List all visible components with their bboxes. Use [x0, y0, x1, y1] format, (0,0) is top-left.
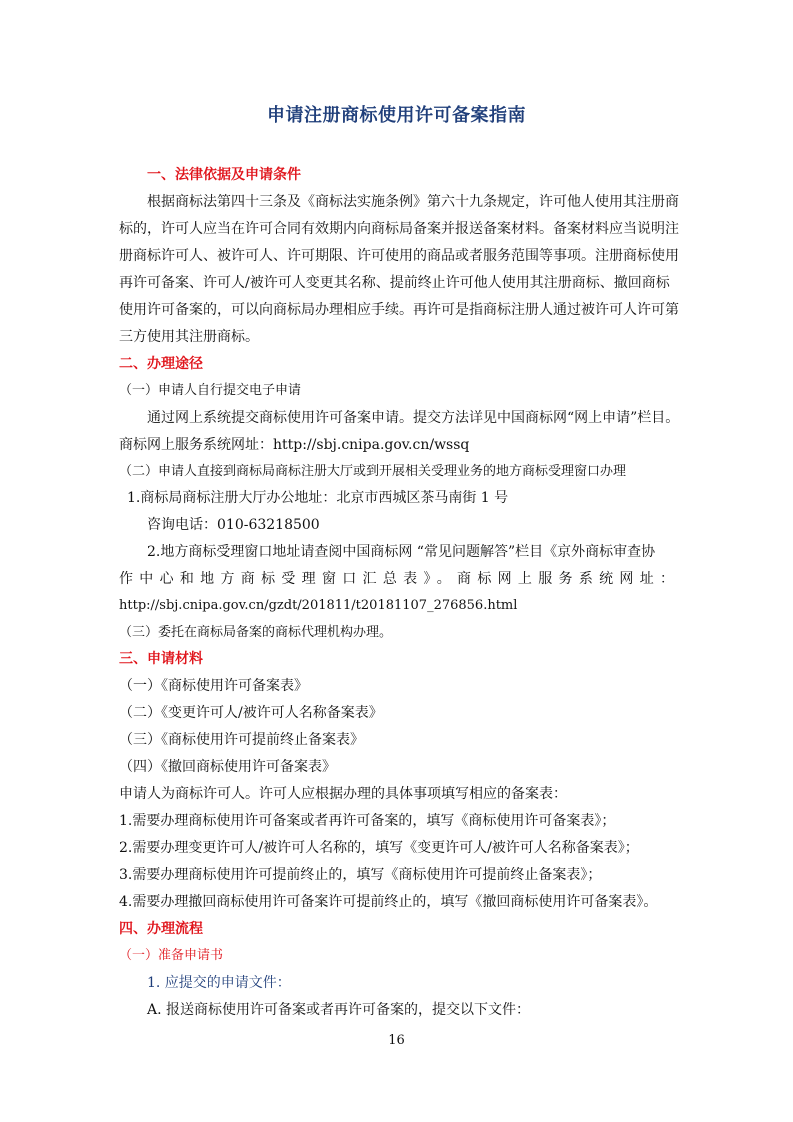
paragraph-line: 再许可备案、许可人/被许可人变更其名称、提前终止许可他人使用其注册商标、撤回商标 — [119, 275, 670, 291]
subheading-agent: （三）委托在商标局备案的商标代理机构办理。 — [119, 625, 393, 640]
section-heading-legal-basis: 一、法律依据及申请条件 — [147, 167, 301, 183]
paragraph-line: 咨询电话：010-63218500 — [147, 517, 320, 533]
paragraph-line: 使用许可备案的，可以向商标局办理相应手续。再许可是指商标注册人通过被许可人许可第 — [119, 302, 679, 318]
paragraph-line: 2.地方商标受理窗口地址请查阅中国商标网 “常见问题解答”栏目《京外商标审查协 — [147, 544, 656, 560]
list-item: 1. 应提交的申请文件： — [147, 975, 291, 991]
list-item: （三）《商标使用许可提前终止备案表》 — [119, 732, 364, 748]
list-item: 1.需要办理商标使用许可备案或者再许可备案的，填写《商标使用许可备案表》； — [119, 813, 616, 829]
list-item: （二）《变更许可人/被许可人名称备案表》 — [119, 705, 383, 721]
list-item: 3.需要办理商标使用许可提前终止的，填写《商标使用许可提前终止备案表》； — [119, 867, 602, 883]
paragraph-line: 通过网上系统提交商标使用许可备案申请。提交方法详见中国商标网“网上申请”栏目。 — [147, 410, 680, 426]
section-heading-materials: 三、申请材料 — [119, 651, 203, 667]
list-item: A. 报送商标使用许可备案或者再许可备案的，提交以下文件： — [147, 1002, 531, 1018]
paragraph-line: 册商标许可人、被许可人、许可期限、许可使用的商品或者服务范围等事项。注册商标使用 — [119, 248, 679, 264]
paragraph-line: 标的，许可人应当在许可合同有效期内向商标局备案并报送备案材料。备案材料应当说明注 — [119, 221, 679, 237]
paragraph-line: 申请人为商标许可人。许可人应根据办理的具体事项填写相应的备案表： — [119, 786, 567, 802]
paragraph-line: 根据商标法第四十三条及《商标法实施条例》第六十九条规定，许可他人使用其注册商 — [147, 194, 679, 210]
paragraph-line: 三方使用其注册商标。 — [119, 329, 259, 345]
section-heading-process: 四、办理流程 — [119, 921, 203, 937]
list-item: （四）《撤回商标使用许可备案表》 — [119, 759, 336, 775]
page-title: 申请注册商标使用许可备案指南 — [267, 105, 526, 126]
list-item: 2.需要办理变更许可人/被许可人名称的，填写《变更许可人/被许可人名称备案表》； — [119, 840, 639, 856]
list-item: 4.需要办理撤回商标使用许可备案许可提前终止的，填写《撤回商标使用许可备案表》。 — [119, 894, 658, 910]
subheading-electronic: （一）申请人自行提交电子申请 — [119, 383, 302, 398]
url-text: http://sbj.cnipa.gov.cn/gzdt/201811/t20181107_276856.html — [119, 598, 518, 613]
subheading-prepare: （一）准备申请书 — [119, 948, 224, 963]
list-item: （一）《商标使用许可备案表》 — [119, 678, 308, 694]
section-heading-channels: 二、办理途径 — [119, 356, 203, 372]
paragraph-line: 商标网上服务系统网址：http://sbj.cnipa.gov.cn/wssq — [119, 437, 470, 453]
paragraph-line: 作中心和地方商标受理窗口汇总表》。商标网上服务系统网址： — [119, 571, 674, 587]
paragraph-line: 1.商标局商标注册大厅办公地址：北京市西城区茶马南街 1 号 — [127, 490, 509, 506]
page-number: 16 — [388, 1033, 405, 1048]
subheading-onsite: （二）申请人直接到商标局商标注册大厅或到开展相关受理业务的地方商标受理窗口办理 — [119, 464, 627, 479]
